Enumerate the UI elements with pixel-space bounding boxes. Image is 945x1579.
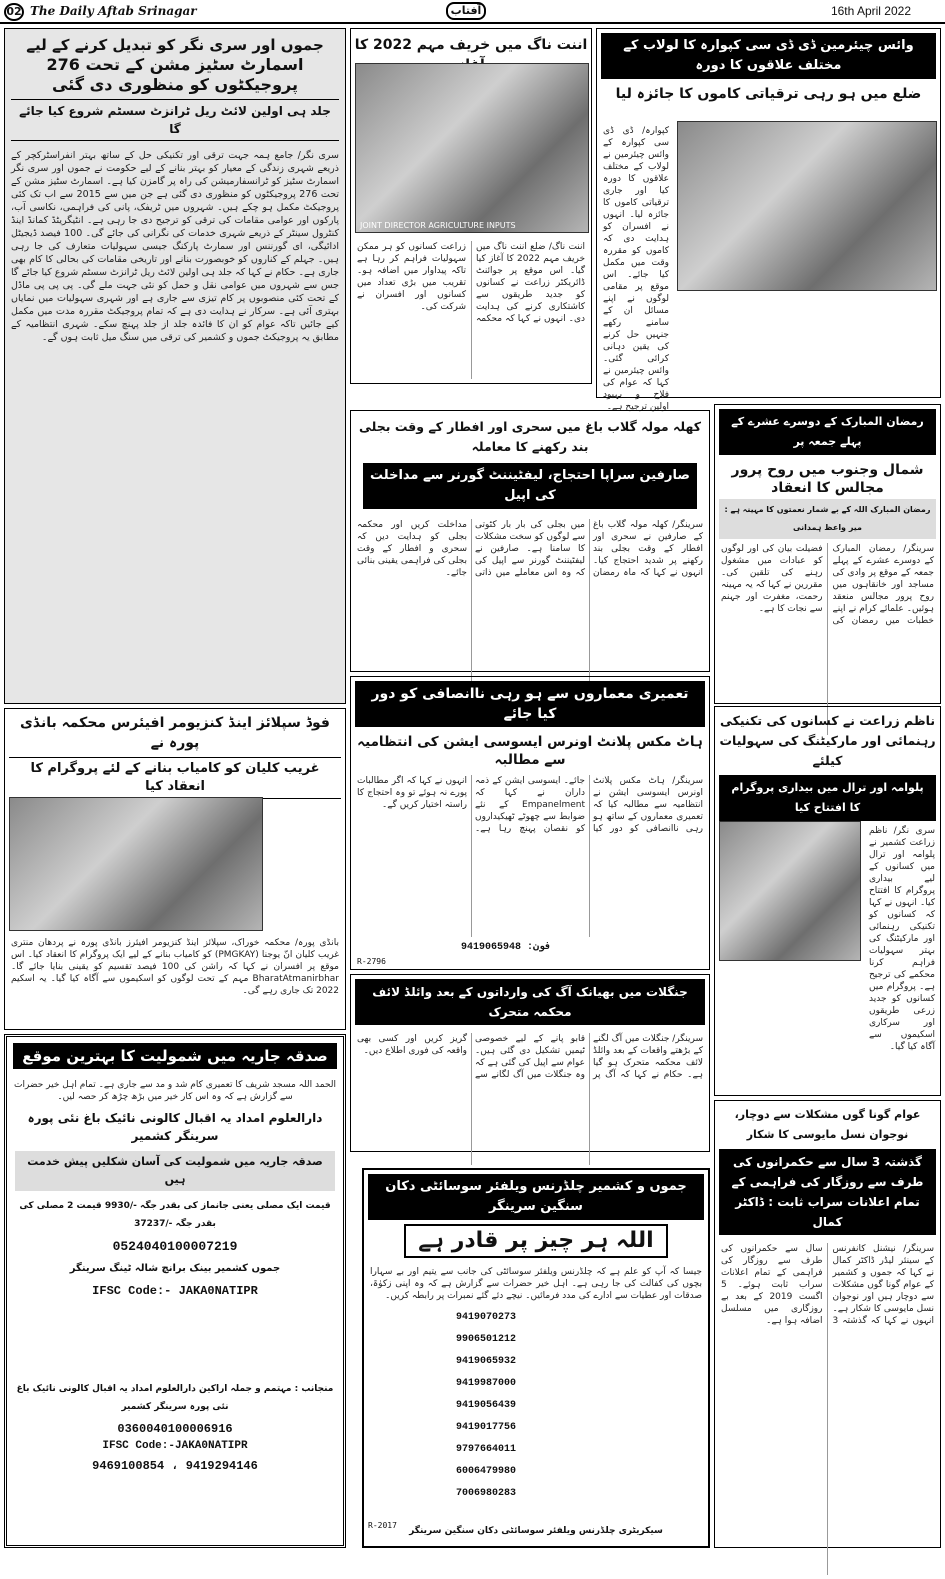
article-byline: رمضان المبارک اللہ کے بے شمار نعمتوں کا مہینہ ہے : میر واعظ ہمدانی: [719, 499, 936, 539]
contact-phones: 9469100854 ، 9419294146: [92, 1459, 258, 1473]
article-subtitle: صارفین سراپا احتجاج، لیفٹیننٹ گورنر سے مداخلت کی اپیل: [363, 463, 697, 509]
photo-caption: JOINT DIRECTOR AGRICULTURE INPUTS: [360, 221, 516, 230]
issue-date: 16th April 2022: [830, 4, 911, 18]
article-title: رمضان المبارک کے دوسرے عشرے کے پہلے جمعہ پر: [719, 409, 936, 455]
news-photo: [355, 63, 589, 233]
news-photo: [677, 121, 937, 291]
article-body: بانڈی پورہ/ محکمہ خوراک، سپلائز اینڈ کنزیومر افیئرز بانڈی پورہ نے پردھان منتری غریب کلیان انّ یوجنا (PMGKAY) کو کامیاب بنانے کے لیے ایک پروگرام کا انعقاد کیا۔ اس موقع پر افسران نے کہا کہ راشن کی 100 فیصد تقسیم کو یقینی بنایا جائے گا۔ BharatAtmanirbhar مہم کے تحت لوگوں کو اسکیموں سے آگاہ کیا گیا۔ یہ اسکیم 2022 تک جاری رہے گی۔: [11, 938, 339, 996]
article-smart-cities: [4, 28, 346, 704]
article-agriculture: [714, 706, 941, 1096]
phone-number: 9419065932: [456, 1356, 517, 1367]
article-forest-fire: [350, 974, 710, 1152]
ad-slogan: اللہ ہر چیز پر قادر ہے: [404, 1224, 668, 1258]
ad-footer: سیکریٹری چلڈرنس ویلفئر سوسائٹی دکان سنگین سرینگر: [409, 1526, 663, 1536]
article-body: کپوارہ/ ڈی ڈی سی کپوارہ کے وائس چیئرمین نے لولاب کے مختلف علاقوں کا دورہ کیا اور جاری ترقیاتی کاموں کا جائزہ لیا۔ انہوں نے افسران کو ہدایت دی کہ کاموں کو مقررہ وقت میں مکمل کیا جائے۔ اس موقع پر مقامی لوگوں نے اپنے مسائل ان کے سامنے رکھے جنہیں حل کرنے کی یقین دہانی کرائی گئی۔ وائس چیئرمین نے کہا کہ عوام کی فلاح و بہبود اولین ترجیح ہے۔: [603, 126, 669, 412]
ad-title: صدقہ جاریہ میں شمولیت کا بہترین موقع: [13, 1043, 337, 1069]
article-title: اننت ناگ میں خریف مہم 2022 کا: [354, 37, 588, 53]
article-body: سری نگر/ ناظم زراعت کشمیر نے پلوامہ اور ترال میں کسانوں کے لیے بیداری پروگرام کا افتتاح کیا۔ انہوں نے کہا کہ کسانوں کو تکنیکی رہنمائی اور مارکیٹنگ کی بہتر سہولیات فراہم کرنا محکمے کی ترجیح ہے۔ پروگرام میں کسانوں کو جدید زرعی طریقوں اور سرکاری اسکیموں سے آگاہ کیا گیا۔: [869, 826, 935, 1052]
article-title: فوڈ سپلائز اینڈ کنزیومر افیئرس محکمہ بانڈی پورہ نے: [20, 715, 330, 751]
article-body: سرینگر/ رمضان المبارک کے دوسرے عشرے کے پہلے جمعہ کے موقع پر وادی کی مساجد اور خانقاہوں میں روح پرور مجالس منعقد ہوئیں۔ علمائے کرام نے اپنے خطبات میں رمضان کی فضیلت بیان کی اور لوگوں کو عبادات میں مشغول رہنے کی تلقین کی۔ مقررین نے کہا کہ یہ مہینہ رحمت، مغفرت اور جہنم سے نجات کا ہے۔: [721, 544, 934, 626]
article-title: تعمیری معماروں سے ہو رہی ناانصافی کو دور کیا جائے: [355, 681, 705, 727]
article-subtitle: ضلع میں ہو رہی ترقیاتی کاموں کا جائزہ لیا: [615, 86, 922, 102]
ad-title: جموں و کشمیر چلڈرنس ویلفئر سوسائٹی دکان سنگین سرینگر: [368, 1174, 704, 1220]
article-title-line2: اسمارٹ سٹیز مشن کے تحت 276 پروجیکٹوں کو منظوری دی گئی: [46, 55, 304, 94]
article-kharif: [350, 28, 592, 384]
phone-number: 9419070273: [456, 1312, 517, 1323]
contact-phone: 9419065948 :فون: [461, 942, 552, 953]
article-subtitle: غریب کلیان کو کامیاب بنانے کے لئے پروگرام کا انعقاد کیا: [9, 757, 341, 799]
ad-code: R-2017: [368, 1521, 397, 1530]
article-hot-mix: [350, 676, 710, 970]
phone-number: 9906501212: [456, 1334, 517, 1345]
article-title: جموں اور سری نگر کو تبدیل کرنے کے لیے: [26, 36, 324, 54]
phone-number: 9419987000: [456, 1378, 517, 1389]
page-header: [0, 0, 945, 24]
phone-number: 9419017756: [456, 1422, 517, 1433]
article-food-supplies: [4, 708, 346, 1030]
phone-number: 9419056439: [456, 1400, 517, 1411]
article-subtitle: ہاٹ مکس پلانٹ اونرس ایسوسی ایشن کی انتظامیہ سے مطالبہ: [357, 734, 703, 768]
paper-name: The Daily Aftab Srinagar: [30, 4, 197, 18]
article-employment: [714, 1100, 941, 1548]
article-kupwara: [596, 28, 941, 412]
article-title: ناظم زراعت نے کسانوں کی تکنیکی رہنمائی اور مارکیٹنگ کی سہولیات کیلئے: [719, 713, 936, 768]
ad-sadqa-jariya: [4, 1034, 346, 1548]
ad-offer: صدقہ جاریہ میں شمولیت کی آسان شکلیں پیش خدمت ہیں: [15, 1151, 335, 1191]
article-title: کھلہ مولہ گلاب باغ میں سحری اور افطار کے وقت بجلی بند رکھنے کا معاملہ: [359, 419, 701, 454]
article-body: اننت ناگ/ ضلع اننت ناگ میں خریف مہم 2022 کا آغاز کیا گیا۔ اس موقع پر جوائنٹ ڈائریکٹر زراعت نے کسانوں کو جدید طریقوں سے کاشتکاری کرنے کی ہدایت دی۔ انہوں نے کہا کہ محکمہ زراعت کسانوں کو ہر ممکن سہولیات فراہم کر رہا ہے تاکہ پیداوار میں اضافہ ہو۔ تقریب میں بڑی تعداد میں کسانوں اور افسران نے شرکت کی۔: [357, 242, 586, 324]
article-body: سری نگر/ جامع ہمہ جہت ترقی اور تکنیکی حل کے ساتھ بہتر انفراسٹرکچر کے ذریعے شہری زندگی کے معیار کو بہتر بنانے کے لیے حکومت نے جموں اور سری نگر اسمارٹ سٹیز کو ٹرانسفارمیشن کی راہ پر گامزن کیا ہے۔ اسمارٹ سٹیز مشن کے تحت 276 پروجیکٹوں کو منظوری دی گئی ہے جن میں سے 2015 سے اب تک کئی پروجیکٹ مکمل ہو چکے ہیں۔ شہروں میں ٹریفک، پانی کی فراہمی، نکاسی آب، پارکوں اور عوامی مقامات کی ترقی کو ترجیح دی جا رہی ہے۔ انٹیگریٹڈ کمانڈ اینڈ کنٹرول سینٹر کے ذریعے شہری خدمات کی نگرانی کی جائے گی۔ 100 فیصد ڈیجیٹل ادائیگی، ای گورننس اور سمارٹ پارکنگ جیسی سہولیات متعارف کی جا رہی ہیں۔ جہلم کے کناروں کو خوبصورت بنانے اور تاریخی مقامات کی بحالی کا کام بھی جاری ہے۔ حکام نے کہا کہ جلد ہی اولین لائٹ ریل ٹرانزٹ سسٹم شروع کیا جائے گا جس سے شہروں میں عوامی نقل و حمل کو نئی جہت ملے گی۔ پی پی پی ماڈل کے تحت کئی منصوبوں پر کام تیزی سے جاری ہے اور شہری سہولیات میں نمایاں بہتری آئی ہے۔ سرکار نے ہدایت دی ہے کہ تمام پروجیکٹ مقررہ مدت میں مکمل کیے جائیں تاکہ عوام کو ان کا فائدہ جلد از جلد پہنچ سکے۔ شہری انتظامیہ کے مطابق یہ پروجیکٹ جموں و کشمیر کی ترقی میں سنگ میل ثابت ہوں گے۔: [11, 150, 339, 343]
news-photo: [719, 821, 861, 961]
phone-number: 9797664011: [456, 1444, 517, 1455]
bank-branch: جموں کشمیر بینک برانچ شالہ ٹینگ سرینگر: [69, 1263, 281, 1274]
article-body: سرینگر/ نیشنل کانفرنس کے سینئر لیڈر ڈاکٹر کمال نے کہا کہ جموں و کشمیر کے عوام گونا گوں مشکلات سے دوچار ہیں اور نوجوان نسل مایوسی کا شکار ہے۔ انہوں نے کہا کہ گذشتہ 3 سال سے حکمرانوں کی طرف سے روزگار کی فراہمی کے تمام اعلانات سراب ثابت ہوئے۔ 5 اگست 2019 کے بعد بے روزگاری میں مسلسل اضافہ ہوا ہے۔: [721, 1244, 934, 1326]
ad-code: R-2796: [357, 957, 386, 966]
article-title: جنگلات میں بھیانک آگ کی وارداتوں کے بعد وائلڈ لائف محکمہ متحرک: [355, 979, 705, 1025]
article-subtitle: گذشتہ 3 سال سے حکمرانوں کی طرف سے روزگار کی فراہمی کے تمام اعلانات سراب ثابت : ڈاکٹر کمال: [719, 1149, 936, 1235]
ifsc-code-2: IFSC Code:-JAKA0NATIPR: [102, 1440, 248, 1452]
article-subtitle: پلوامہ اور ترال میں بیداری پروگرام کا افتتاح کیا: [719, 775, 936, 821]
account-number: 0524040100007219: [112, 1239, 238, 1254]
phone-number: 6006479980: [456, 1466, 517, 1477]
article-electricity: [350, 410, 710, 672]
phone-number: 7006980283: [456, 1488, 517, 1499]
account-number-2: 0360040100006916: [117, 1422, 233, 1436]
article-body: سرینگر/ کھلہ مولہ گلاب باغ کے صارفین نے سحری اور افطار کے وقت بجلی بند رکھنے پر شدید احتجاج کیا۔ انہوں نے کہا کہ ماہ رمضان میں بجلی کی بار بار کٹوتی سے لوگوں کو سخت مشکلات کا سامنا ہے۔ صارفین نے لیفٹیننٹ گورنر سے اپیل کی کہ وہ اس معاملے میں ذاتی مداخلت کریں اور محکمہ بجلی کو ہدایت دیں کہ سحری و افطار کے وقت بجلی کی فراہمی یقینی بنائی جائے۔: [357, 520, 703, 578]
ad-signed: منجانب : مہتمم و جملہ اراکین دارالعلوم امداد یہ اقبال کالونی نائیک باغ نئی پورہ سرینگر کشمیر: [16, 1384, 334, 1412]
article-title: عوام گونا گوں مشکلات سے دوچار، نوجوان نسل مایوسی کا شکار: [734, 1108, 921, 1141]
news-photo: [9, 797, 263, 931]
ifsc-code: IFSC Code:- JAKA0NATIPR: [92, 1284, 258, 1298]
phone-list: [456, 1312, 536, 1510]
ad-organization: دارالعلوم امداد یہ اقبال کالونی نائیک باغ نئی پورہ سرینگر کشمیر: [27, 1111, 323, 1143]
ad-body: جیسا کہ آپ کو علم ہے کہ چلڈرنس ویلفئر سوسائٹی کی جانب سے یتیم اور بے سہارا بچوں کی کفالت کی جا رہی ہے۔ اہل خیر حضرات سے گزارش ہے کہ وہ اپنی زکوٰۃ، صدقات اور عطیات سے ادارے کی مدد فرمائیں۔ نیچے دئے گئے نمبرات پر رابطہ کریں۔: [370, 1267, 702, 1301]
ad-body: الحمد اللہ مسجد شریف کا تعمیری کام شد و مد سے جاری ہے۔ تمام اہل خیر حضرات سے گزارش ہے کہ وہ اس کار خیر میں بڑھ چڑھ کر حصہ لیں۔: [13, 1080, 336, 1102]
article-subtitle: شمال وجنوب میں روح پرور مجالس کا انعقاد: [731, 462, 924, 496]
article-body: سرینگر/ جنگلات میں آگ لگنے کے بڑھتے واقعات کے بعد وائلڈ لائف محکمہ متحرک ہو گیا ہے۔ حکام نے کہا کہ آگ پر قابو پانے کے لیے خصوصی ٹیمیں تشکیل دی گئی ہیں۔ عوام سے اپیل کی گئی ہے کہ وہ جنگلات میں آگ لگانے سے گریز کریں اور کسی بھی واقعہ کی فوری اطلاع دیں۔: [357, 1034, 703, 1080]
masthead-logo: آفتاب: [446, 2, 486, 20]
page-number: 02: [4, 3, 24, 21]
article-title: وائس چیئرمین ڈی ڈی سی کپوارہ کا لولاب کے مختلف علاقوں کا دورہ: [601, 33, 936, 79]
article-subtitle: جلد ہی اولین لائٹ ریل ٹرانزٹ سسٹم شروع کیا جائے گا: [11, 99, 339, 141]
article-ramadan: [714, 404, 941, 704]
ad-price: قیمت ایک مصلی یعنی جانماز کی بقدر جگہ -/9930 قیمت 2 مصلی کی بقدر جگہ -/37237: [19, 1201, 331, 1229]
ad-children-welfare: [362, 1168, 710, 1548]
article-body: سرینگر/ ہاٹ مکس پلانٹ اونرس ایسوسی ایشن نے انتظامیہ سے مطالبہ کیا کہ تعمیری معماروں کے ساتھ ہو رہی ناانصافی کو دور کیا جائے۔ ایسوسی ایشن کے ذمہ داران نے کہا کہ Empanelment کے نئے ضوابط سے چھوٹے ٹھیکیداروں کو نقصان پہنچ رہا ہے۔ انہوں نے کہا کہ اگر مطالبات پورے نہ ہوئے تو وہ احتجاج کا راستہ اختیار کریں گے۔: [357, 776, 703, 834]
